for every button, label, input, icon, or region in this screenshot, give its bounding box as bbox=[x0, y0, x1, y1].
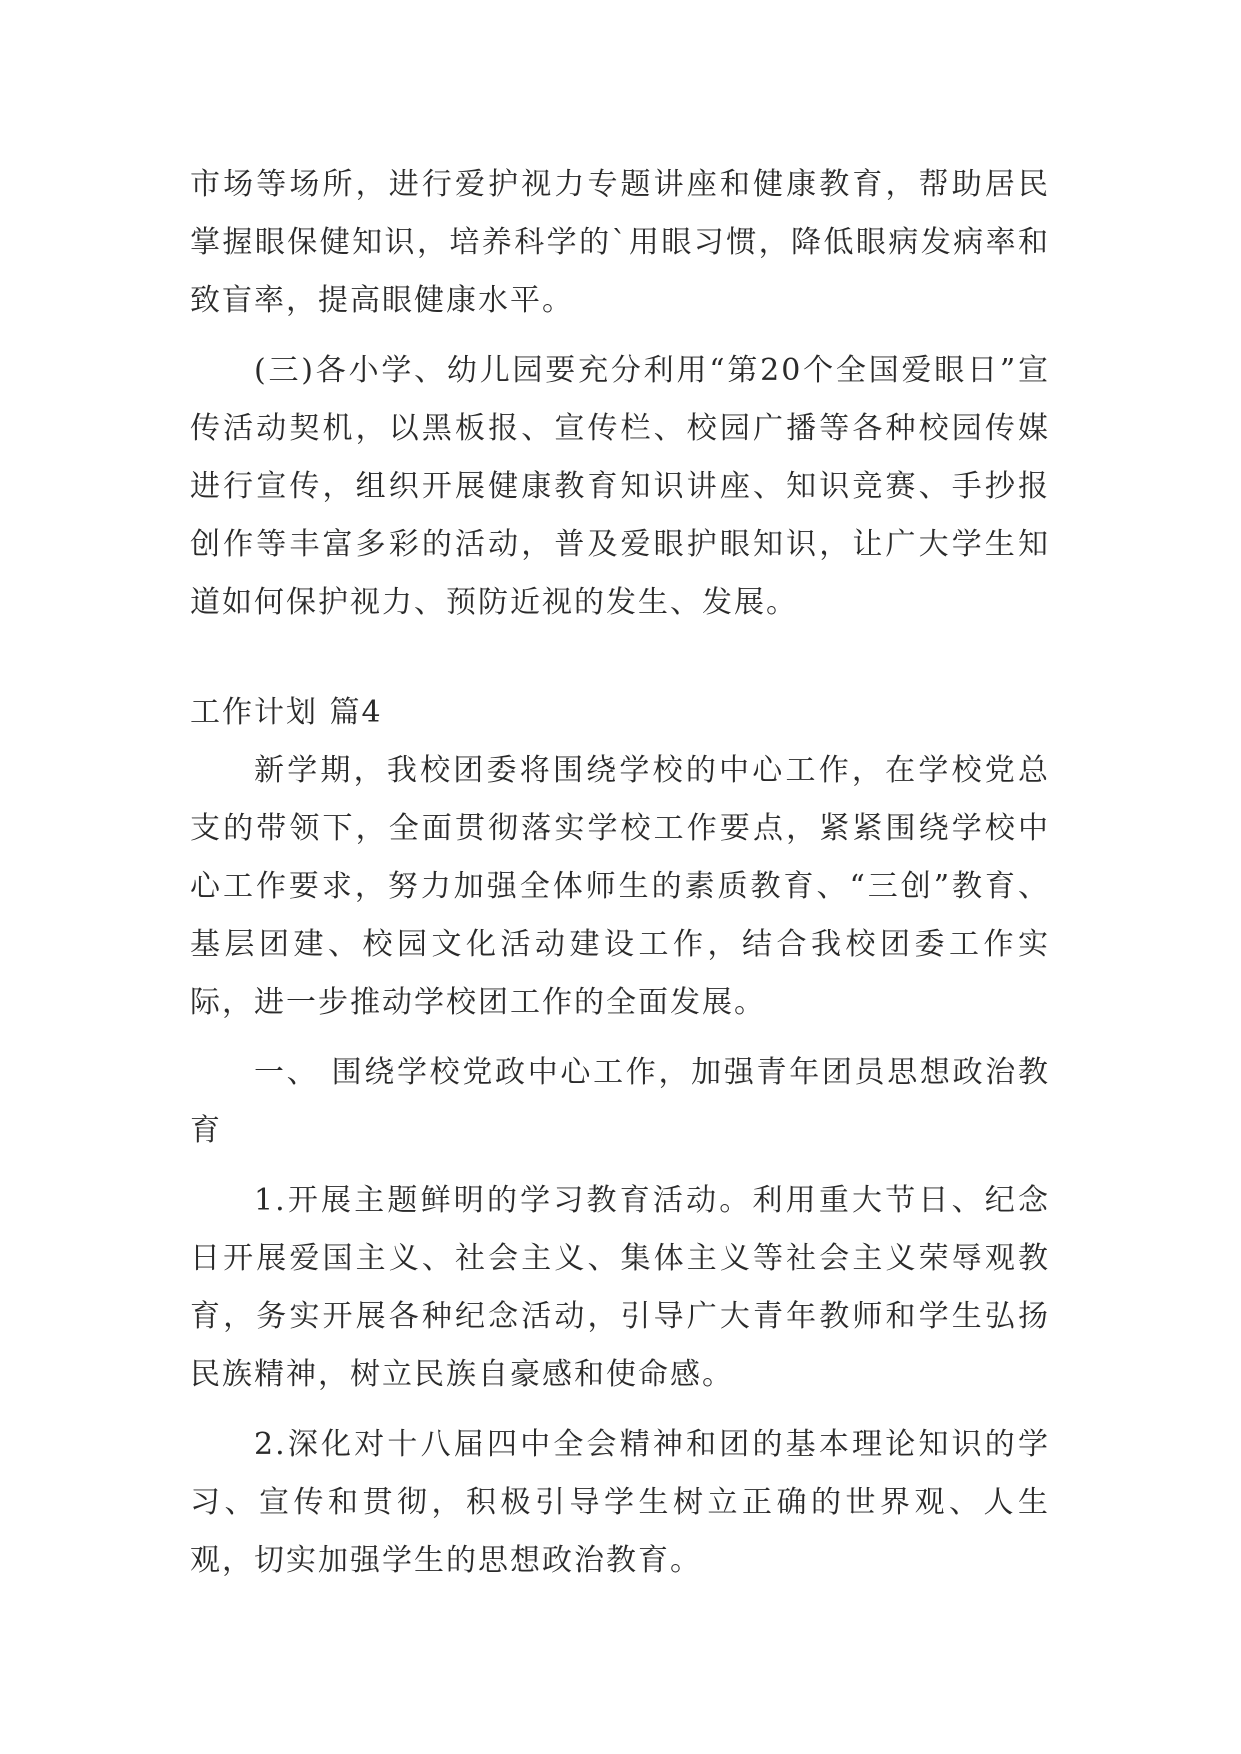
paragraph-health-education: 市场等场所，进行爱护视力专题讲座和健康教育，帮助居民掌握眼保健知识，培养科学的`用眼习惯，降低眼病发病率和致盲率，提高眼健康水平。 bbox=[190, 167, 1050, 318]
document-body bbox=[190, 156, 1050, 1590]
paragraph-item-two: 2.深化对十八届四中全会精神和团的基本理论知识的学习、宣传和贯彻，积极引导学生树立正确的世界观、人生观，切实加强学生的思想政治教育。 bbox=[190, 1427, 1050, 1578]
paragraph-new-semester: 新学期，我校团委将围绕学校的中心工作，在学校党总支的带领下，全面贯彻落实学校工作要点，紧紧围绕学校中心工作要求，努力加强全体师生的素质教育、“三创”教育、基层团建、校园文化活动建设工作，结合我校团委工作实际，进一步推动学校团工作的全面发展。 bbox=[190, 753, 1050, 1020]
section-heading: 工作计划 篇4 bbox=[190, 695, 383, 730]
paragraph-section-one-title: 一、 围绕学校党政中心工作，加强青年团员思想政治教育 bbox=[190, 1055, 1050, 1148]
paragraph-item-one: 1.开展主题鲜明的学习教育活动。利用重大节日、纪念日开展爱国主义、社会主义、集体主义等社会主义荣辱观教育，务实开展各种纪念活动，引导广大青年教师和学生弘扬民族精神，树立民族自豪感和使命感。 bbox=[190, 1183, 1050, 1392]
paragraph-eye-day-campaign: (三)各小学、幼儿园要充分利用“第20个全国爱眼日”宣传活动契机，以黑板报、宣传栏、校园广播等各种校园传媒进行宣传，组织开展健康教育知识讲座、知识竞赛、手抄报创作等丰富多彩的活动，普及爱眼护眼知识，让广大学生知道如何保护视力、预防近视的发生、发展。 bbox=[190, 353, 1050, 620]
